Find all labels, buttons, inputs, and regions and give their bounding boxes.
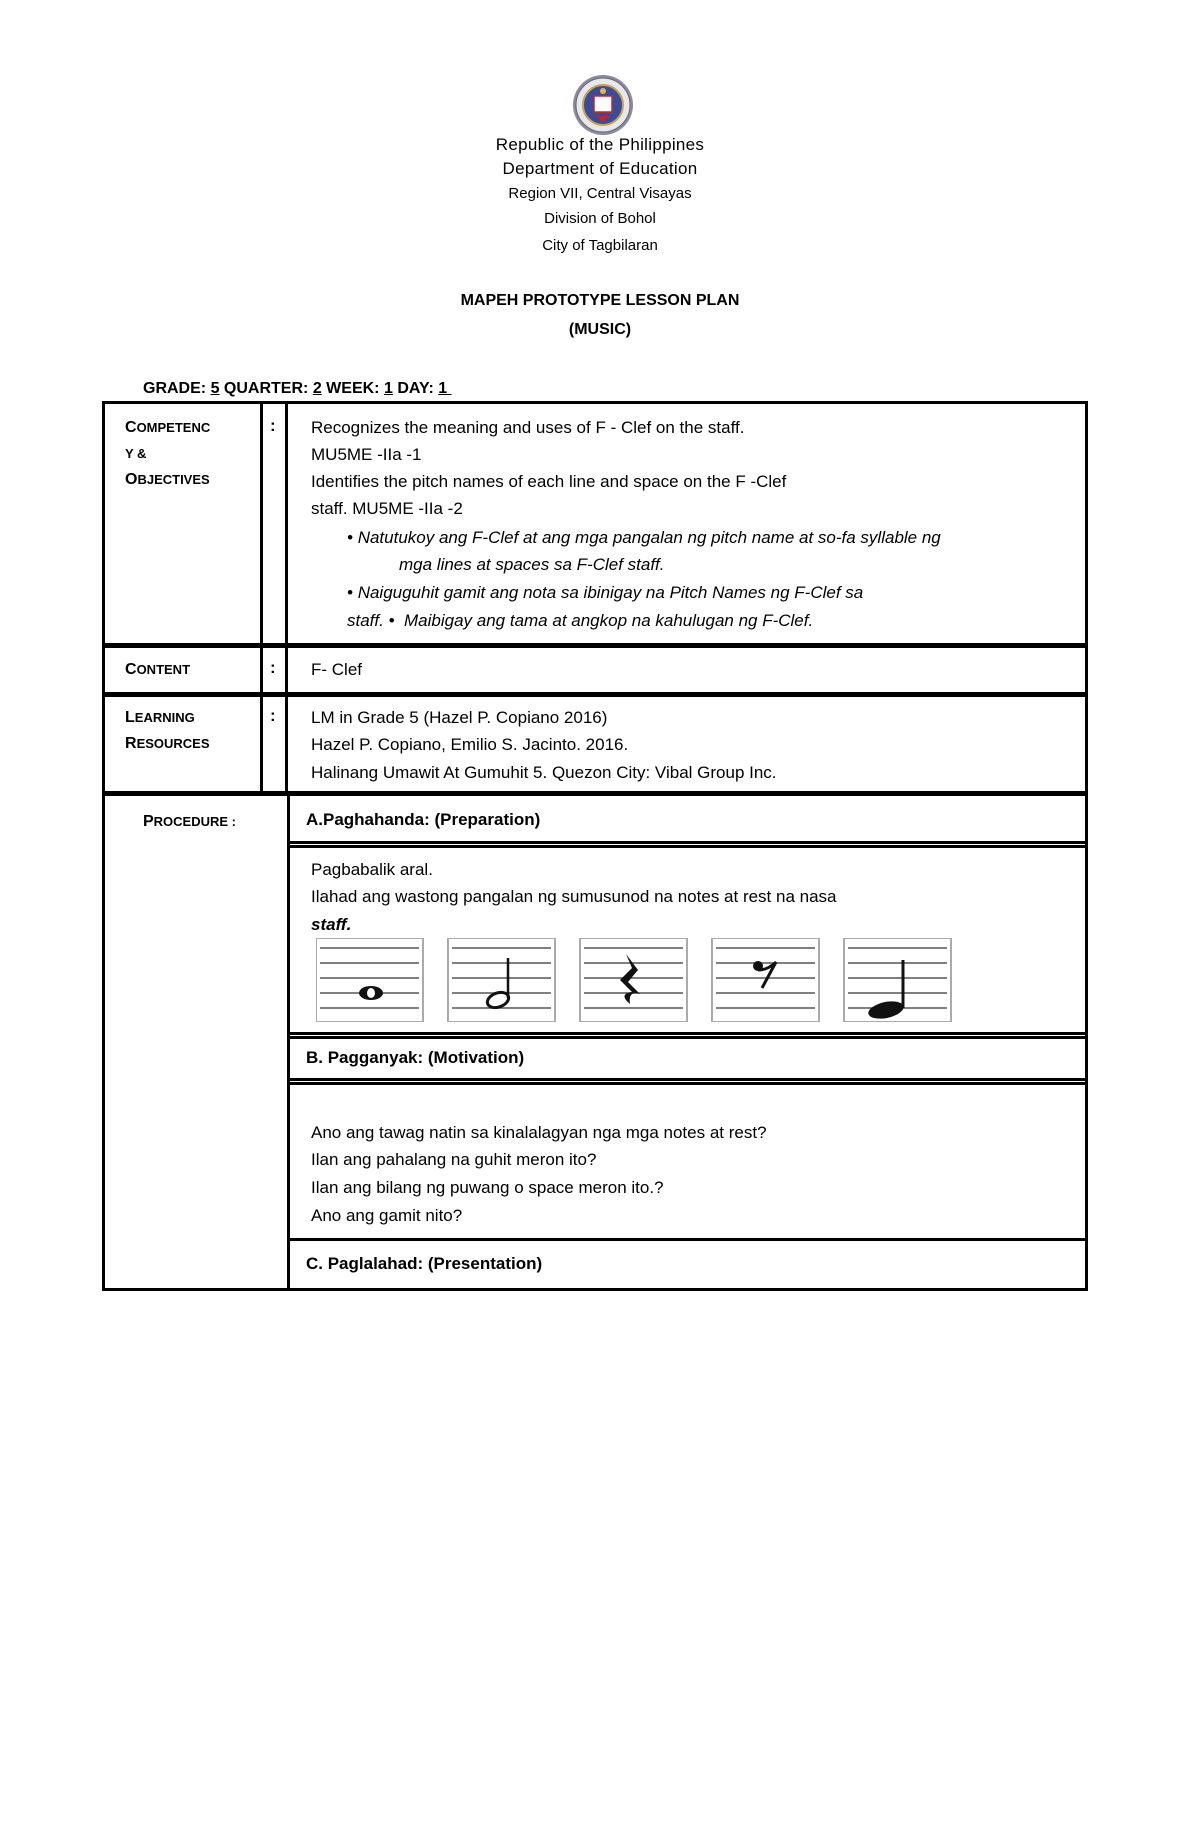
competency-line-1: Recognizes the meaning and uses of F - Clef on the staff.	[311, 418, 745, 437]
procedure-section	[102, 793, 1088, 1291]
review-line-3: staff.	[311, 915, 352, 934]
content-colon: :	[270, 658, 276, 677]
competency-label: COMPETENC Y & OBJECTIVES	[125, 419, 211, 488]
resources-line-3: Halinang Umawit At Gumuhit 5. Quezon City: Vibal Group Inc.	[311, 763, 777, 782]
motivation-question-4: Ano ang gamit nito?	[311, 1206, 463, 1225]
quarter-value: 2	[312, 380, 322, 397]
review-line-1: Pagbabalik aral.	[311, 860, 433, 879]
competency-line-4: staff. MU5ME -IIa -2	[311, 499, 463, 518]
header-department: Department of Education	[502, 159, 698, 178]
document-subtitle: (MUSIC)	[568, 321, 632, 338]
header-division: Division of Bohol	[544, 210, 656, 227]
deped-seal-icon	[572, 74, 634, 136]
grade-label: GRADE:	[143, 380, 207, 397]
document-title: MAPEH PROTOTYPE LESSON PLAN	[460, 292, 740, 309]
objective-bullet-1: • Natutukoy ang F-Clef at ang mga pangalan ng pitch name at so-fa syllable ng	[347, 528, 941, 547]
day-value: 1	[438, 380, 448, 397]
competency-colon: :	[270, 416, 276, 435]
learning-resources-label: LEARNING RESOURCES	[125, 709, 210, 752]
motivation-question-2: Ilan ang pahalang na guhit meron ito?	[311, 1150, 597, 1169]
week-value: 1	[383, 380, 393, 397]
preparation-heading: A.Paghahanda: (Preparation)	[306, 810, 541, 829]
header-republic: Republic of the Philippines	[495, 135, 705, 154]
resources-line-2: Hazel P. Copiano, Emilio S. Jacinto. 2016.	[311, 735, 629, 754]
music-symbols-row	[316, 938, 956, 1022]
competency-line-3: Identifies the pitch names of each line and space on the F -Clef	[311, 472, 787, 491]
staff-quarter-note	[844, 938, 951, 1022]
content-label: CONTENT	[125, 661, 191, 678]
objective-bullet-1-cont: mga lines at spaces sa F-Clef staff.	[399, 555, 665, 574]
review-line-2: Ilahad ang wastong pangalan ng sumusunod na notes at rest na nasa	[311, 887, 837, 906]
staff-half-note	[448, 938, 555, 1022]
day-label: DAY:	[397, 380, 434, 397]
competency-line-2: MU5ME -IIa -1	[311, 445, 422, 464]
motivation-question-3: Ilan ang bilang ng puwang o space meron ito.?	[311, 1178, 664, 1197]
motivation-question-1: Ano ang tawag natin sa kinalalagyan nga mga notes at rest?	[311, 1123, 767, 1142]
grade-line	[143, 380, 452, 398]
staff-eighth-rest	[712, 938, 819, 1022]
staff-whole-note	[316, 938, 423, 1022]
header-region: Region VII, Central Visayas	[508, 185, 692, 202]
motivation-heading: B. Pagganyak: (Motivation)	[306, 1048, 525, 1067]
grade-value: 5	[210, 380, 220, 397]
content-section	[102, 645, 1088, 695]
resources-line-1: LM in Grade 5 (Hazel P. Copiano 2016)	[311, 708, 608, 727]
header-city: City of Tagbilaran	[542, 237, 658, 254]
presentation-heading: C. Paglalahad: (Presentation)	[306, 1254, 543, 1273]
objective-bullet-2: • Naiguguhit gamit ang nota sa ibinigay na Pitch Names ng F-Clef sa	[347, 583, 864, 602]
week-label: WEEK:	[326, 380, 380, 397]
content-value: F- Clef	[311, 660, 362, 679]
quarter-label: QUARTER:	[223, 380, 309, 397]
objective-bullet-3: staff. • Maibigay ang tama at angkop na kahulugan ng F-Clef.	[347, 611, 814, 630]
procedure-label: PROCEDURE :	[143, 813, 237, 830]
resources-colon: :	[270, 706, 276, 725]
staff-quarter-rest	[580, 938, 687, 1022]
